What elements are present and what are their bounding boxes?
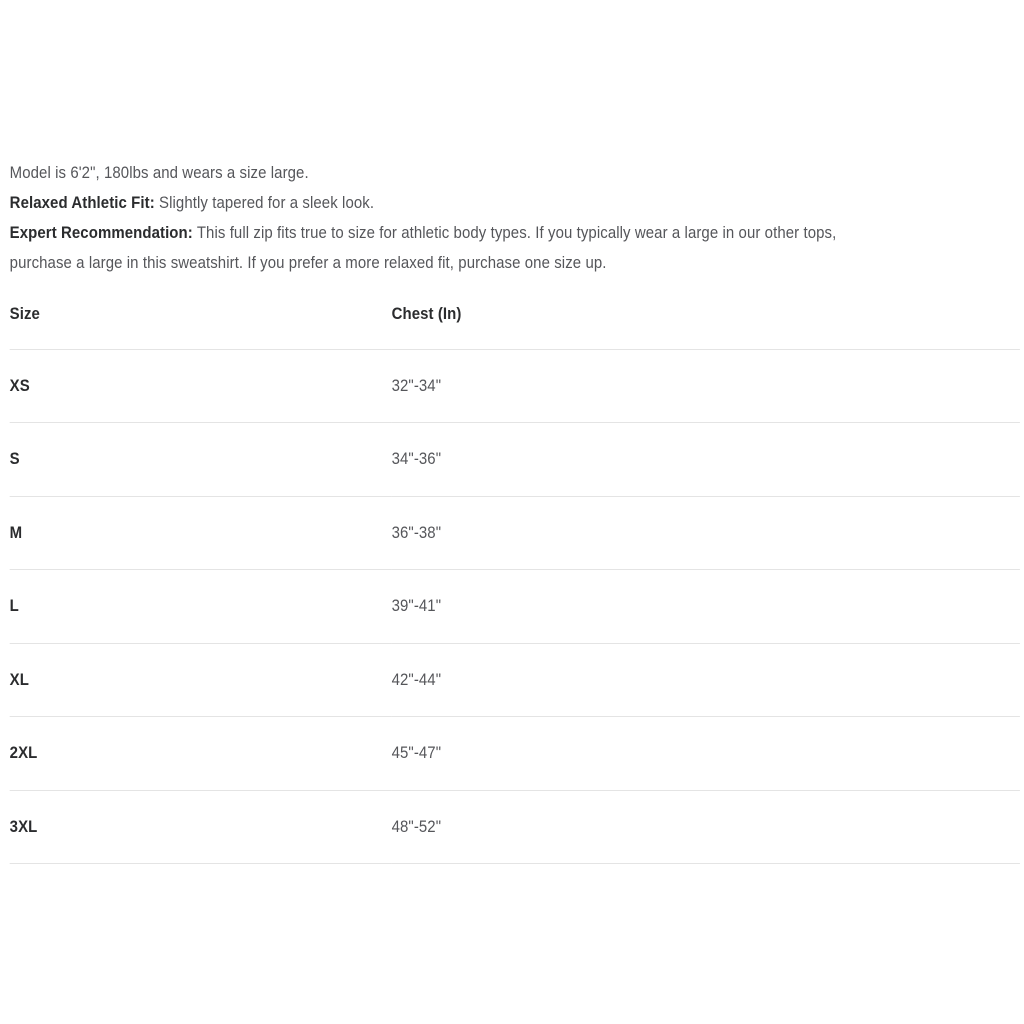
expert-recommendation-note (10, 218, 1020, 278)
table-row-s (10, 423, 1020, 497)
relaxed-fit-text: Slightly tapered for a sleek look. (159, 193, 375, 212)
size-chart-table (10, 290, 1020, 864)
table-row-xl (10, 643, 1020, 717)
chest-cell: 48"-52" (392, 790, 1020, 864)
table-row-2xl (10, 717, 1020, 791)
chest-cell: 32"-34" (392, 349, 1020, 423)
size-chart-body (10, 349, 1020, 864)
header-row (10, 290, 1020, 349)
chest-cell: 45"-47" (392, 717, 1020, 791)
size-cell: XL (10, 643, 392, 717)
relaxed-fit-label: Relaxed Athletic Fit: (9, 193, 155, 212)
chest-cell: 39"-41" (392, 570, 1020, 644)
size-cell: 3XL (10, 790, 392, 864)
size-cell: S (10, 423, 392, 497)
expert-recommendation-label: Expert Recommendation: (9, 223, 193, 242)
column-header-size: Size (10, 290, 392, 349)
size-cell: XS (10, 349, 392, 423)
table-row-3xl (10, 790, 1020, 864)
relaxed-fit-note (10, 188, 1020, 218)
chest-cell: 36"-38" (392, 496, 1020, 570)
expert-recommendation-text-line1: This full zip fits true to size for athletic body types. If you typically wear a large in our other tops, (196, 223, 837, 242)
size-cell: 2XL (10, 717, 392, 791)
size-cell: M (10, 496, 392, 570)
table-row-xs (10, 349, 1020, 423)
column-header-chest: Chest (In) (392, 290, 1020, 349)
table-row-m (10, 496, 1020, 570)
chest-cell: 34"-36" (392, 423, 1020, 497)
table-row-l (10, 570, 1020, 644)
expert-recommendation-text-line2: purchase a large in this sweatshirt. If you prefer a more relaxed fit, purchase one size up. (9, 253, 607, 272)
model-fit-note (10, 158, 1020, 188)
model-fit-text: Model is 6'2", 180lbs and wears a size large. (9, 163, 309, 182)
size-chart-header (10, 290, 1020, 349)
size-cell: L (10, 570, 392, 644)
chest-cell: 42"-44" (392, 643, 1020, 717)
